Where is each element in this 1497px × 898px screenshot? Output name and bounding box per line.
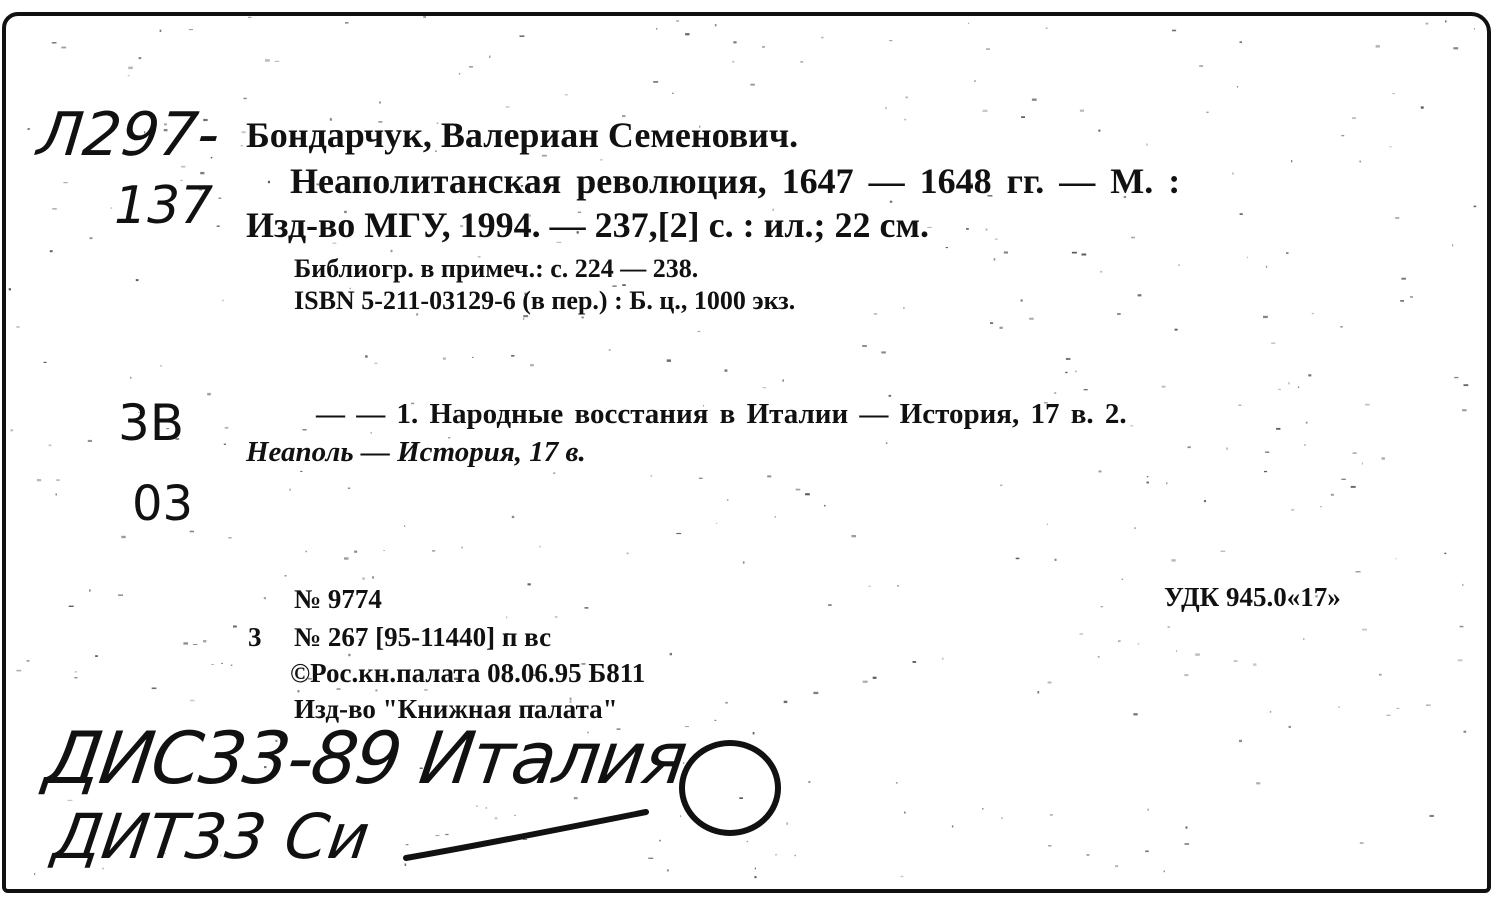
- author-heading: Бондарчук, Валериан Семенович.: [246, 115, 799, 155]
- handwritten-shelf-mark-2: 137: [114, 176, 214, 236]
- subjects-line-2: Неаполь — История, 17 в.: [246, 436, 586, 468]
- title-line-2: Изд-во МГУ, 1994. — 237,[2] с. : ил.; 22 см.: [246, 205, 930, 245]
- udk-code: УДК 945.0«17»: [1164, 582, 1341, 612]
- catalog-card: [2, 12, 1491, 893]
- copyright-line: ©Рос.кн.палата 08.06.95 Б811: [290, 658, 646, 688]
- handwritten-class-1: 3В: [118, 394, 185, 452]
- handwritten-class-2: 03: [132, 476, 194, 532]
- handwritten-inventory-2: ДИТ33 Си: [48, 800, 375, 873]
- signature-stroke-icon: [406, 812, 646, 858]
- record-number-2: № 267 [95-11440] п вс: [294, 622, 552, 652]
- publisher-line: Изд-во "Книжная палата": [294, 694, 618, 724]
- handwritten-inventory-1: ДИС33-89 Италия: [40, 716, 691, 800]
- circle-mark-icon: [682, 743, 778, 833]
- copies-count: 3: [248, 622, 262, 652]
- hand-drawn-marks: [6, 16, 1487, 889]
- isbn-line: ISBN 5-211-03129-6 (в пер.) : Б. ц., 1000 экз.: [294, 286, 796, 315]
- record-number: № 9774: [294, 584, 382, 614]
- handwritten-shelf-mark-1: Л297-: [34, 100, 223, 170]
- subjects-line-1: — — 1. Народные восстания в Италии — История, 17 в. 2.: [316, 398, 1127, 430]
- title-line-1: Неаполитанская революция, 1647 — 1648 гг. — М. :: [290, 161, 1181, 201]
- bibliography-note: Библиогр. в примеч.: с. 224 — 238.: [294, 254, 699, 283]
